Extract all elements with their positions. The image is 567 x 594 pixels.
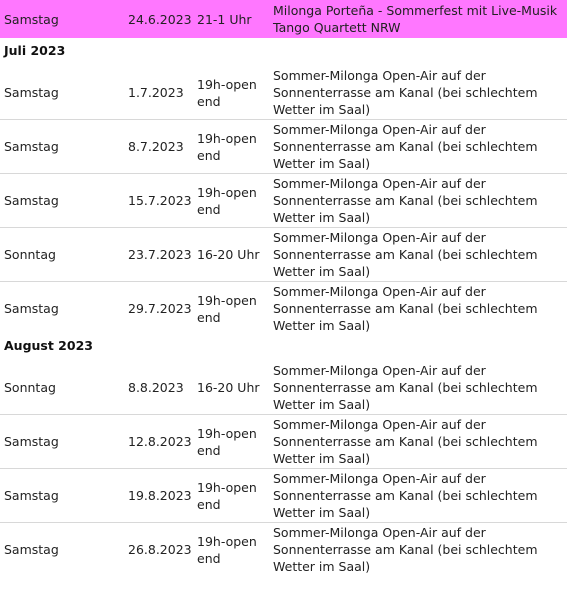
event-row: [0, 282, 567, 335]
event-description: Sommer-Milonga Open-Air auf der Sonnenterrasse am Kanal (bei schlechtem Wetter im Saal): [269, 174, 567, 228]
month-heading: Juli 2023: [0, 40, 567, 66]
event-row: [0, 415, 567, 469]
event-time: 19h-open end: [193, 174, 269, 228]
event-day: Samstag: [0, 415, 124, 469]
event-time: 16-20 Uhr: [193, 228, 269, 282]
event-description: Sommer-Milonga Open-Air auf der Sonnenterrasse am Kanal (bei schlechtem Wetter im Saal): [269, 228, 567, 282]
event-day: Samstag: [0, 120, 124, 174]
event-date: 29.7.2023: [128, 301, 192, 316]
event-day: Samstag: [4, 301, 59, 316]
event-time: 19h-open end: [193, 469, 269, 523]
event-description: Sommer-Milonga Open-Air auf der Sonnenterrasse am Kanal (bei schlechtem Wetter im Saal): [269, 469, 567, 523]
event-row: [0, 361, 567, 415]
event-time: 21-1 Uhr: [193, 0, 269, 40]
event-description: Sommer-Milonga Open-Air auf der Sonnenterrasse am Kanal (bei schlechtem Wetter im Saal): [273, 525, 538, 574]
event-date: 23.7.2023: [124, 228, 193, 282]
event-time: 19h-open end: [197, 533, 257, 566]
month-heading-row: [0, 335, 567, 361]
month-heading-row: [0, 40, 567, 66]
event-date: 12.8.2023: [124, 415, 193, 469]
event-row: [0, 66, 567, 120]
highlight-event-row: [0, 0, 567, 40]
event-day: Sonntag: [0, 228, 124, 282]
event-description: Sommer-Milonga Open-Air auf der Sonnenterrasse am Kanal (bei schlechtem Wetter im Saal): [269, 361, 567, 415]
event-day: Samstag: [0, 0, 124, 40]
event-date: 24.6.2023: [124, 0, 193, 40]
event-time: 19h-open end: [193, 120, 269, 174]
event-date: 8.7.2023: [124, 120, 193, 174]
event-description: Sommer-Milonga Open-Air auf der Sonnenterrasse am Kanal (bei schlechtem Wetter im Saal): [269, 120, 567, 174]
event-date: 8.8.2023: [124, 361, 193, 415]
event-description: Milonga Porteña - Sommerfest mit Live-Musik Tango Quartett NRW: [269, 0, 567, 40]
event-row: [0, 523, 567, 576]
event-date: 19.8.2023: [124, 469, 193, 523]
event-row: [0, 228, 567, 282]
event-description: Sommer-Milonga Open-Air auf der Sonnenterrasse am Kanal (bei schlechtem Wetter im Saal): [273, 284, 538, 333]
event-description: Sommer-Milonga Open-Air auf der Sonnenterrasse am Kanal (bei schlechtem Wetter im Saal): [269, 415, 567, 469]
event-time: 19h-open end: [193, 415, 269, 469]
event-row: [0, 120, 567, 174]
event-day: Samstag: [0, 174, 124, 228]
event-date: 26.8.2023: [128, 542, 192, 557]
event-date: 1.7.2023: [124, 66, 193, 120]
event-date: 15.7.2023: [124, 174, 193, 228]
event-description: Sommer-Milonga Open-Air auf der Sonnenterrasse am Kanal (bei schlechtem Wetter im Saal): [269, 66, 567, 120]
event-day: Samstag: [4, 542, 59, 557]
event-time: 19h-open end: [193, 66, 269, 120]
event-time: 19h-open end: [197, 292, 257, 325]
event-row: [0, 469, 567, 523]
event-day: Samstag: [0, 469, 124, 523]
month-heading: August 2023: [0, 335, 567, 361]
event-row: [0, 174, 567, 228]
event-day: Sonntag: [0, 361, 124, 415]
event-time: 16-20 Uhr: [193, 361, 269, 415]
event-day: Samstag: [0, 66, 124, 120]
